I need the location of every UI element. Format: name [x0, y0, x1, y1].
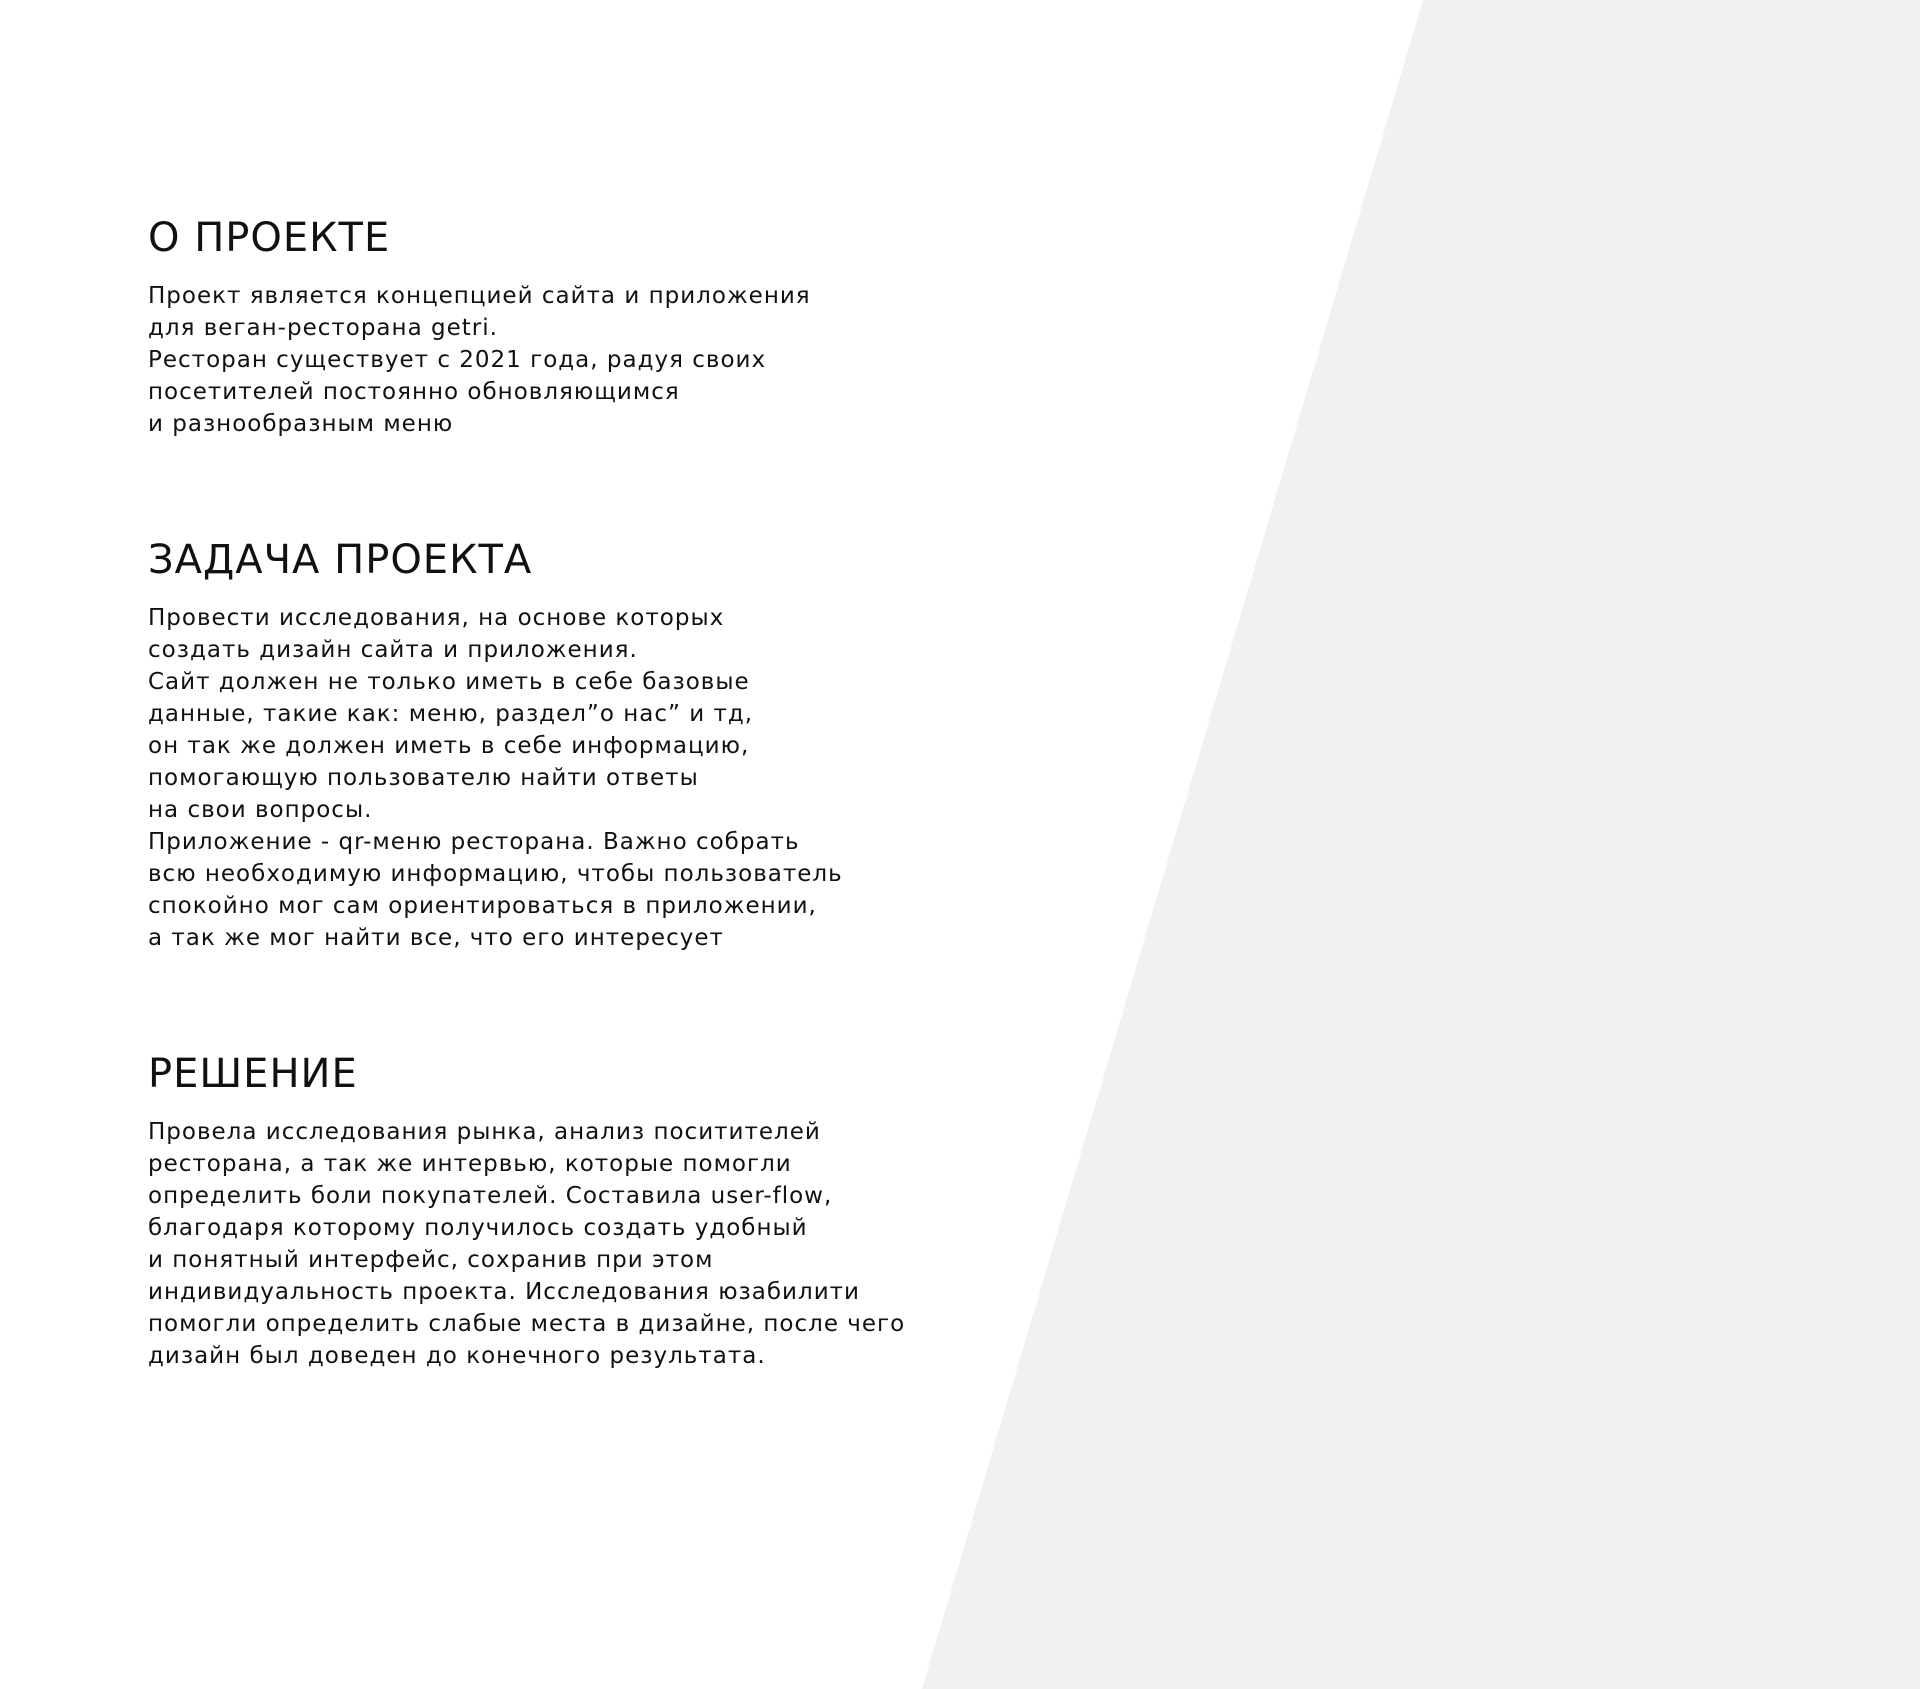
about-project-text [148, 280, 1008, 440]
text-line: дизайн был доведен до конечного результата. [148, 1343, 766, 1369]
text-line: и разнообразным меню [148, 411, 454, 437]
text-line: на свои вопросы. [148, 797, 373, 823]
text-line: он так же должен иметь в себе информацию, [148, 733, 750, 759]
text-line: Провести исследования, на основе которых [148, 605, 725, 631]
text-line: спокойно мог сам ориентироваться в приложении, [148, 893, 817, 919]
project-task-section [148, 536, 1008, 954]
about-project-section [148, 214, 1008, 440]
text-line: помогли определить слабые места в дизайне, после чего [148, 1311, 906, 1337]
solution-section [148, 1050, 1008, 1372]
about-project-title: О ПРОЕКТЕ [148, 215, 391, 261]
text-line: ресторана, а так же интервью, которые помогли [148, 1151, 792, 1177]
text-line: данные, такие как: меню, раздел”о нас” и тд, [148, 701, 754, 727]
text-line: Проект является концепцией сайта и приложения [148, 283, 811, 309]
text-line: Сайт должен не только иметь в себе базовые [148, 669, 750, 695]
solution-title: РЕШЕНИЕ [148, 1051, 358, 1097]
text-line: для веган-ресторана getri. [148, 315, 498, 341]
text-line: индивидуальность проекта. Исследования юзабилити [148, 1279, 861, 1305]
text-line: Приложение - qr-меню ресторана. Важно собрать [148, 829, 800, 855]
text-line: Ресторан существует с 2021 года, радуя своих [148, 347, 767, 373]
text-line: Провела исследования рынка, анализ поситителей [148, 1119, 821, 1145]
solution-text [148, 1116, 1008, 1372]
text-line: всю необходимую информацию, чтобы пользователь [148, 861, 843, 887]
project-task-text [148, 602, 1008, 954]
text-line: посетителей постоянно обновляющимся [148, 379, 680, 405]
text-line: помогающую пользователю найти ответы [148, 765, 699, 791]
text-line: а так же мог найти все, что его интересует [148, 925, 724, 951]
project-task-title: ЗАДАЧА ПРОЕКТА [148, 537, 533, 583]
text-line: и понятный интерфейс, сохранив при этом [148, 1247, 714, 1273]
text-line: определить боли покупателей. Составила user-flow, [148, 1183, 833, 1209]
text-line: благодаря которому получилось создать удобный [148, 1215, 808, 1241]
gray-diagonal-shape [922, 0, 1920, 1689]
text-line: создать дизайн сайта и приложения. [148, 637, 638, 663]
